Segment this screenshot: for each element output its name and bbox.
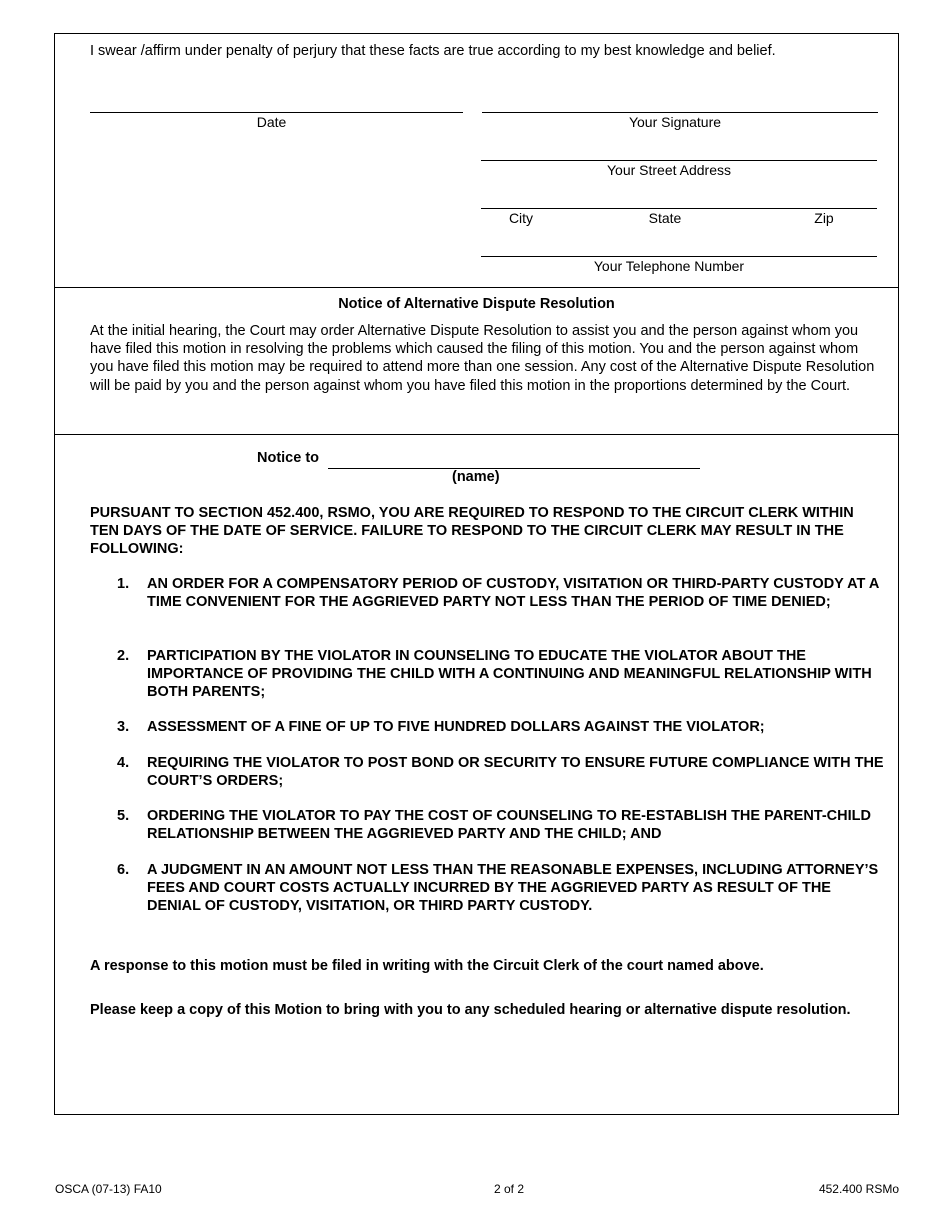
item-text: AN ORDER FOR A COMPENSATORY PERIOD OF CUSTODY, VISITATION OR THIRD-PARTY CUSTODY AT A TIME CONVENIENT FOR THE AGGRIEVED PARTY NOT LESS THAN THE PERIOD OF TIME DENIED; [147,576,879,611]
city-state-zip-line[interactable] [481,208,877,209]
city-label: City [508,210,534,226]
item-number: 3. [117,719,130,735]
notice-section [55,434,898,1114]
form-frame [54,33,899,1115]
street-address-label: Your Street Address [606,162,731,178]
street-address-line[interactable] [481,160,877,161]
signature-section [55,34,898,288]
form-id: OSCA (07-13) FA10 [55,1182,162,1196]
item-text: REQUIRING THE VIOLATOR TO POST BOND OR SECURITY TO ENSURE FUTURE COMPLIANCE WITH THE COURT’S ORDERS; [147,755,884,790]
copy-note: Please keep a copy of this Motion to bring with you to any scheduled hearing or alternative dispute resolution. [90,1002,851,1018]
item-text: ASSESSMENT OF A FINE OF UP TO FIVE HUNDRED DOLLARS AGAINST THE VIOLATOR; [147,719,765,735]
signature-label: Your Signature [628,114,722,130]
pursuant-notice: PURSUANT TO SECTION 452.400, RSMO, YOU ARE REQUIRED TO RESPOND TO THE CIRCUIT CLERK WITHIN TEN DAYS OF THE DATE OF SERVICE. FAILURE TO RESPOND TO THE CIRCUIT CLERK MAY RESULT IN THE FOLLOWING: [90,505,854,558]
adr-title: Notice of Alternative Dispute Resolution [338,296,615,312]
telephone-label: Your Telephone Number [593,258,745,274]
item-number: 2. [117,648,130,664]
item-number: 4. [117,755,130,771]
item-number: 5. [117,808,130,824]
date-label: Date [256,114,287,130]
oath-statement: I swear /affirm under penalty of perjury that these facts are true according to my best knowledge and belief. [90,43,776,59]
item-number: 1. [117,576,130,592]
telephone-line[interactable] [481,256,877,257]
adr-section [55,287,898,435]
notice-name-line[interactable] [328,468,700,469]
state-label: State [648,210,682,226]
adr-body: At the initial hearing, the Court may order Alternative Dispute Resolution to assist you and the person against whom you have filed this motion in resolving the problems which caused the filing of this motion. You and the person against whom you have filed this motion may be required to attend more than one session. Any cost of the Alternative Dispute Resolution will be paid by you and the person against whom you have filed this motion in the proportions determined by the Court. [90,323,875,394]
item-text: ORDERING THE VIOLATOR TO PAY THE COST OF COUNSELING TO RE-ESTABLISH THE PARENT-CHILD RELATIONSHIP BETWEEN THE AGGRIEVED PARTY AND THE CHILD; AND [147,808,871,843]
signature-line[interactable] [482,112,878,113]
notice-to-label: Notice to [257,450,320,466]
response-note: A response to this motion must be filed in writing with the Circuit Clerk of the court named above. [90,958,764,974]
item-number: 6. [117,862,130,878]
item-text: PARTICIPATION BY THE VIOLATOR IN COUNSELING TO EDUCATE THE VIOLATOR ABOUT THE IMPORTANCE OF PROVIDING THE CHILD WITH A CONTINUING AND MEANINGFUL RELATIONSHIP WITH BOTH PARENTS; [147,648,872,701]
date-line[interactable] [90,112,463,113]
statute-reference: 452.400 RSMo [818,1182,899,1196]
name-caption: (name) [452,469,500,485]
page-number: 2 of 2 [493,1182,525,1196]
zip-label: Zip [814,210,834,226]
item-text: A JUDGMENT IN AN AMOUNT NOT LESS THAN THE REASONABLE EXPENSES, INCLUDING ATTORNEY’S FEES AND COURT COSTS ACTUALLY INCURRED BY THE AGGRIEVED PARTY AS RESULT OF THE DENIAL OF CUSTODY, VISITATION, OR THIRD PARTY CUSTODY. [147,862,879,915]
